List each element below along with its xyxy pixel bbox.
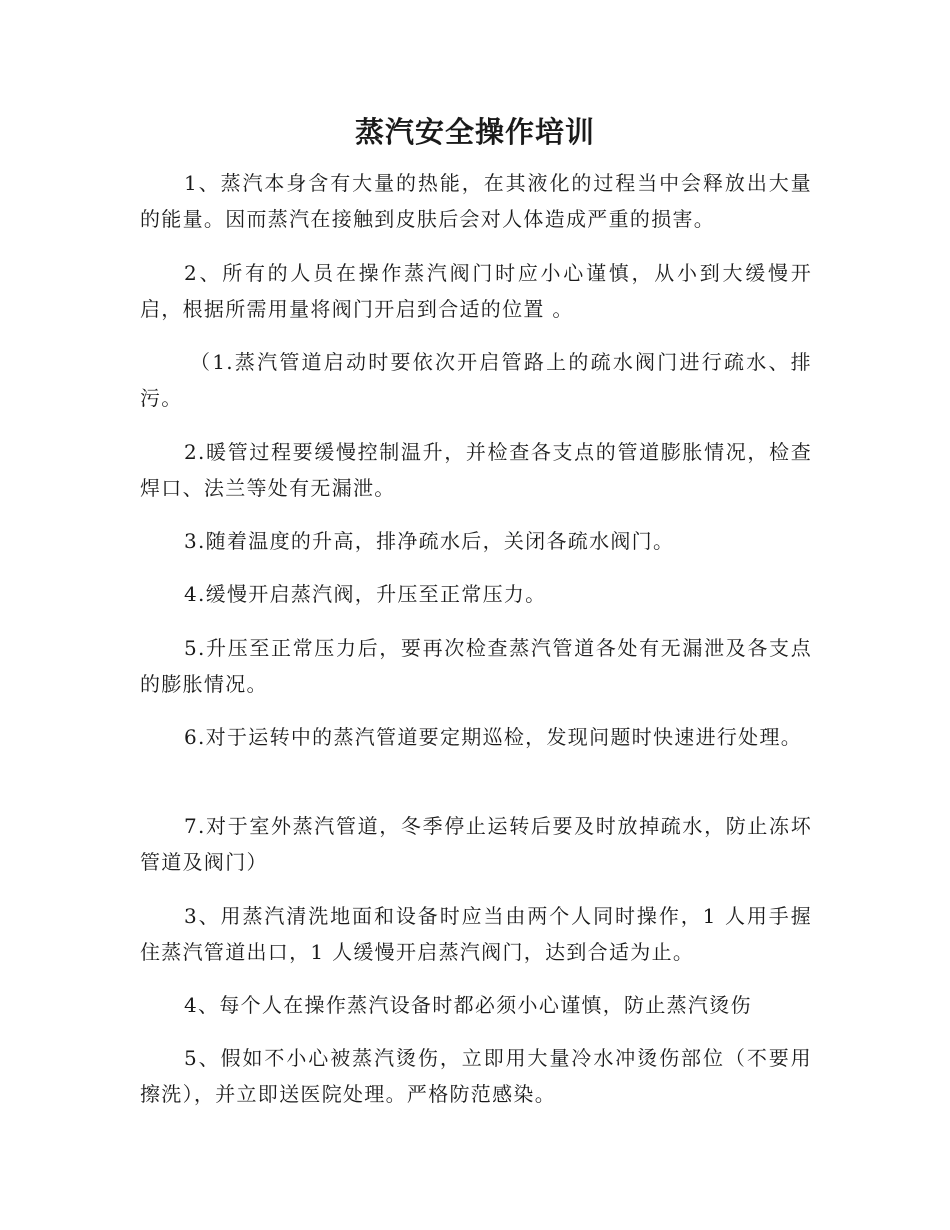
paragraph-sub-2: 2.暖管过程要缓慢控制温升，并检查各支点的管道膨胀情况，检查焊口、法兰等处有无漏泄。 [140,440,812,500]
page-title: 蒸汽安全操作培训 [354,115,595,149]
paragraph-sub-7: 7.对于室外蒸汽管道，冬季停止运转后要及时放掉疏水，防止冻坏管道及阀门） [140,814,812,874]
paragraph-4: 4、每个人在操作蒸汽设备时都必须小心谨慎，防止蒸汽烫伤 [184,993,752,1017]
paragraph-sub-5: 5.升压至正常压力后，要再次检查蒸汽管道各处有无漏泄及各支点的膨胀情况。 [140,636,812,696]
paragraph-sub-3: 3.随着温度的升高，排净疏水后，关闭各疏水阀门。 [184,529,675,553]
paragraph-2: 2、所有的人员在操作蒸汽阀门时应小心谨慎，从小到大缓慢开启，根据所需用量将阀门开启到合适的位置 。 [140,261,812,321]
paragraph-sub-1: （1.蒸汽管道启动时要依次开启管路上的疏水阀门进行疏水、排污。 [140,350,812,410]
paragraph-sub-4: 4.缓慢开启蒸汽阀，升压至正常压力。 [184,582,547,606]
paragraph-1: 1、蒸汽本身含有大量的热能，在其液化的过程当中会释放出大量的能量。因而蒸汽在接触到皮肤后会对人体造成严重的损害。 [140,171,812,231]
paragraph-5: 5、假如不小心被蒸汽烫伤，立即用大量冷水冲烫伤部位（不要用擦洗），并立即送医院处理。严格防范感染。 [140,1046,812,1106]
paragraph-sub-6: 6.对于运转中的蒸汽管道要定期巡检，发现问题时快速进行处理。 [184,725,803,749]
paragraph-3: 3、用蒸汽清洗地面和设备时应当由两个人同时操作，1 人用手握住蒸汽管道出口，1 人缓慢开启蒸汽阀门，达到合适为止。 [140,904,812,964]
